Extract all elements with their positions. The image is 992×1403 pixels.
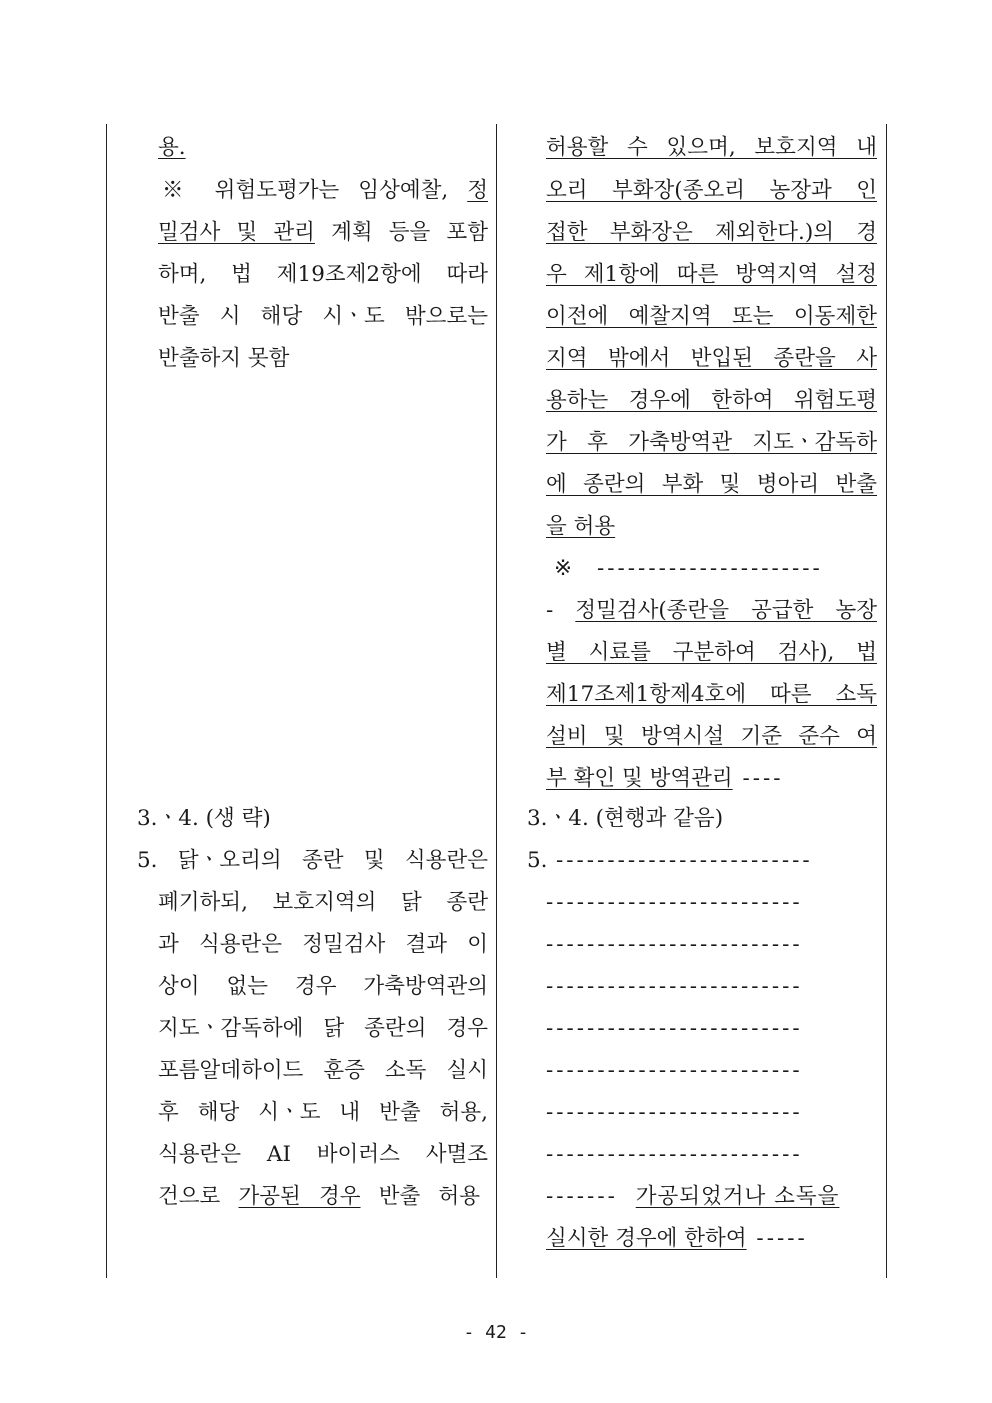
right-item5-dashes-1: ------------------------- bbox=[556, 848, 813, 873]
right-line-4: 우 제1항에 따른 방역지역 설정 bbox=[546, 262, 877, 287]
right-sub-line-1-underlined: 정밀검사(종란을 공급한 농장 bbox=[575, 598, 877, 623]
right-item5-prefix: 5. bbox=[527, 848, 548, 873]
right-sub-line-1 bbox=[546, 596, 877, 626]
left-line-3 bbox=[158, 218, 488, 248]
right-sub-line-5-underlined: 부 확인 및 방역관리 bbox=[546, 766, 733, 791]
left-line-4: 하며, 법 제19조제2항에 따라 bbox=[158, 262, 488, 287]
left-item5-line-6: 포름알데하이드 훈증 소독 실시 bbox=[158, 1058, 488, 1083]
left-line-2-underlined: 정 bbox=[467, 178, 488, 203]
right-line-8: 가 후 가축방역관 지도ㆍ감독하 bbox=[546, 430, 877, 455]
left-line-3-text: 계획 등을 포함 bbox=[314, 220, 488, 245]
left-line-2-text: ※ 위험도평가는 임상예찰, bbox=[162, 178, 468, 203]
left-item5-line-3: 과 식용란은 정밀검사 결과 이 bbox=[158, 932, 488, 957]
right-sub-dash: - bbox=[546, 598, 576, 623]
left-item5-line-2: 폐기하되, 보호지역의 닭 종란 bbox=[158, 890, 488, 915]
right-sub-line-3: 제17조제1항제4호에 따른 소독 bbox=[546, 682, 877, 707]
left-item5-line-7: 후 해당 시ㆍ도 내 반출 허용, bbox=[158, 1100, 488, 1125]
right-sub-line-5-dashes: ---- bbox=[732, 766, 784, 791]
column-rule-right bbox=[886, 124, 887, 1278]
right-line-10: 을 허용 bbox=[546, 514, 616, 539]
right-item5-line-9-dashes: ------- bbox=[546, 1184, 628, 1209]
right-line-1: 허용할 수 있으며, 보호지역 내 bbox=[546, 135, 877, 160]
column-rule-left bbox=[106, 124, 107, 1278]
right-item5-dashes-4: ------------------------- bbox=[546, 974, 803, 999]
right-sub-line-4: 설비 및 방역시설 기준 준수 여 bbox=[546, 724, 877, 749]
left-line-6: 반출하지 못함 bbox=[158, 346, 290, 371]
left-item-3-4: 3.ㆍ4. (생 략) bbox=[137, 806, 271, 831]
page-number: - 42 - bbox=[463, 1322, 529, 1343]
left-line-5: 반출 시 해당 시ㆍ도 밖으로는 bbox=[158, 304, 488, 329]
right-item5-dashes-8: ------------------------- bbox=[546, 1142, 803, 1167]
right-line-5: 이전에 예찰지역 또는 이동제한 bbox=[546, 304, 877, 329]
right-item5-line-9-underlined: 가공되었거나 소독을 bbox=[635, 1184, 840, 1209]
right-item5-line-10 bbox=[546, 1224, 808, 1254]
left-item5-line-5: 지도ㆍ감독하에 닭 종란의 경우 bbox=[158, 1016, 488, 1041]
right-item5-dashes-5: ------------------------- bbox=[546, 1016, 803, 1041]
right-line-6: 지역 밖에서 반입된 종란을 사 bbox=[546, 346, 877, 371]
right-sub-line-5 bbox=[546, 764, 784, 794]
column-rule-middle bbox=[496, 124, 497, 1278]
left-line-3-underlined: 밀검사 및 관리 bbox=[158, 220, 315, 245]
right-item5-dashes-3: ------------------------- bbox=[546, 932, 803, 957]
right-sub-line-2: 별 시료를 구분하여 검사), 법 bbox=[546, 640, 877, 665]
left-item5-line-1: 5. 닭ㆍ오리의 종란 및 식용란은 bbox=[137, 848, 488, 873]
right-note-dashes: ---------------------- bbox=[597, 556, 823, 581]
right-item-3-4: 3.ㆍ4. (현행과 같음) bbox=[527, 806, 724, 831]
right-item5-dashes-6: ------------------------- bbox=[546, 1058, 803, 1083]
right-item5-line-10-underlined: 실시한 경우에 한하여 bbox=[546, 1226, 747, 1251]
left-line-2 bbox=[162, 176, 488, 206]
left-item5-line-9-a: 건으로 bbox=[158, 1184, 239, 1209]
right-item5-line-10-dashes: ----- bbox=[746, 1226, 808, 1251]
left-item5-line-9 bbox=[158, 1182, 480, 1212]
right-line-7: 용하는 경우에 한하여 위험도평 bbox=[546, 388, 877, 413]
left-item5-line-9-b: 반출 허용 bbox=[360, 1184, 480, 1209]
right-line-2: 오리 부화장(종오리 농장과 인 bbox=[546, 178, 877, 203]
right-item5-dashes-2: ------------------------- bbox=[546, 890, 803, 915]
right-item5-line-9 bbox=[546, 1182, 839, 1212]
right-note-mark: ※ bbox=[554, 556, 573, 581]
right-line-9: 에 종란의 부화 및 병아리 반출 bbox=[546, 472, 877, 497]
left-item5-line-9-underlined: 가공된 경우 bbox=[238, 1184, 361, 1209]
right-item5-dashes-7: ------------------------- bbox=[546, 1100, 803, 1125]
left-item5-line-4: 상이 없는 경우 가축방역관의 bbox=[158, 974, 488, 999]
left-item5-line-8: 식용란은 AI 바이러스 사멸조 bbox=[158, 1142, 488, 1167]
right-line-3: 접한 부화장은 제외한다.)의 경 bbox=[546, 220, 877, 245]
left-line-1: 용. bbox=[158, 135, 186, 160]
